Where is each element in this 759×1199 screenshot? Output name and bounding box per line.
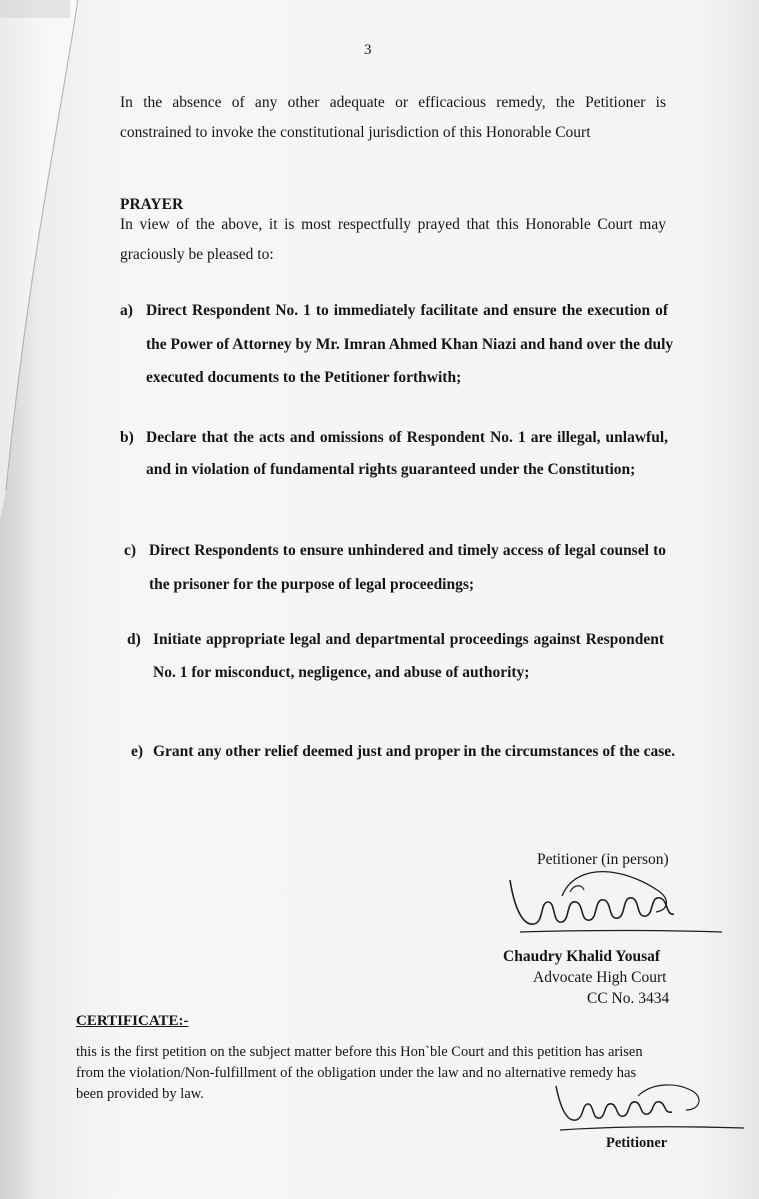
item-e-marker: e) (131, 743, 144, 760)
certificate-line-3: been provided by law. (76, 1086, 204, 1102)
signature-caption: Petitioner (in person) (537, 851, 669, 868)
prayer-intro-line-2: graciously be pleased to: (120, 246, 274, 263)
intro-line-2: constrained to invoke the constitutional jurisdiction of this Honorable Court (120, 124, 591, 141)
certificate-signer: Petitioner (606, 1135, 668, 1151)
item-b-marker: b) (120, 429, 134, 446)
item-b-line-1: Declare that the acts and omissions of Respondent No. 1 are illegal, unlawful, (146, 429, 668, 446)
item-a-line-2: the Power of Attorney by Mr. Imran Ahmed Khan Niazi and hand over the duly (146, 336, 674, 353)
signer-title: Advocate High Court (533, 969, 667, 986)
prayer-heading: PRAYER (120, 196, 184, 213)
certificate-line-1: this is the first petition on the subject matter before this Hon`ble Court and this petition has arisen (76, 1044, 643, 1060)
item-d-marker: d) (127, 631, 141, 648)
item-c-marker: c) (124, 542, 137, 559)
item-c-line-2: the prisoner for the purpose of legal proceedings; (149, 576, 475, 593)
item-a-line-3: executed documents to the Petitioner forthwith; (146, 369, 462, 386)
item-e-line-1: Grant any other relief deemed just and proper in the circumstances of the case. (153, 743, 676, 760)
item-d-line-2: No. 1 for misconduct, negligence, and abuse of authority; (153, 664, 530, 681)
item-d-line-1: Initiate appropriate legal and departmental proceedings against Respondent (153, 631, 664, 648)
page-number: 3 (364, 42, 372, 58)
item-c-line-1: Direct Respondents to ensure unhindered and timely access of legal counsel to (149, 542, 666, 559)
signer-name: Chaudry Khalid Yousaf (503, 948, 661, 965)
petitioner-signature-image (548, 1076, 748, 1136)
item-a-marker: a) (120, 302, 133, 319)
advocate-signature-image (500, 866, 730, 946)
item-a-line-1: Direct Respondent No. 1 to immediately facilitate and ensure the execution of (146, 302, 668, 319)
certificate-heading: CERTIFICATE:- (76, 1013, 189, 1029)
signer-cc-number: CC No. 3434 (587, 990, 670, 1007)
prayer-intro-line-1: In view of the above, it is most respectfully prayed that this Honorable Court may (120, 216, 666, 233)
item-b-line-2: and in violation of fundamental rights guaranteed under the Constitution; (146, 461, 636, 478)
intro-line-1: In the absence of any other adequate or efficacious remedy, the Petitioner is (120, 94, 666, 111)
certificate-line-2: from the violation/Non-fulfillment of the obligation under the law and no alternative remedy has (76, 1065, 637, 1081)
